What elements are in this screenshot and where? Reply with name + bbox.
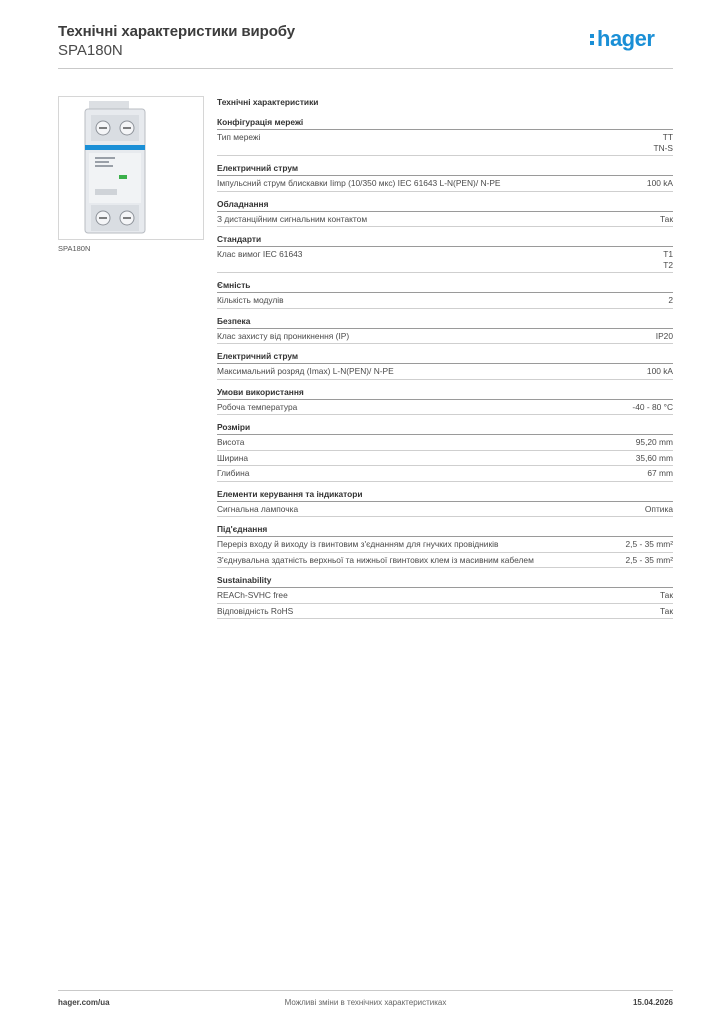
spec-row <box>217 176 673 192</box>
product-code: SPA180N <box>58 42 123 59</box>
spec-section-title: Елементи керування та індикатори <box>217 488 673 502</box>
spec-row <box>217 502 673 518</box>
spec-row <box>217 293 673 309</box>
spec-value <box>645 504 673 515</box>
spec-section <box>217 315 673 345</box>
spec-value <box>636 453 673 464</box>
footer-divider <box>58 990 673 991</box>
spec-value-line: Так <box>659 590 673 600</box>
spec-value-line: -40 - 80 °C <box>632 401 673 412</box>
specifications-heading: Технічні характеристики <box>217 97 319 107</box>
spec-row <box>217 466 673 482</box>
spec-value-line: 95,20 mm <box>635 437 673 447</box>
spec-value <box>626 539 673 550</box>
specification-sections <box>217 116 673 619</box>
spec-value <box>647 366 673 377</box>
spec-value <box>663 249 673 270</box>
spec-value <box>626 555 673 566</box>
spec-value-line: 100 kA <box>646 366 673 376</box>
spec-section <box>217 350 673 380</box>
specifications <box>217 96 673 625</box>
spec-section <box>217 523 673 568</box>
spec-section <box>217 162 673 192</box>
spec-label: Робоча температура <box>217 401 298 412</box>
spec-value-line: T1 <box>663 249 673 259</box>
spec-value-line: TT <box>662 132 673 142</box>
spec-section-title: Під'єднання <box>217 523 673 537</box>
spec-label: Клас вимог IEC 61643 <box>217 249 303 259</box>
spec-value-line: 2,5 - 35 mm² <box>625 539 673 549</box>
spec-section-title: Умови використання <box>217 386 673 400</box>
spec-row <box>217 588 673 604</box>
spec-row <box>217 247 673 273</box>
spec-label: Тип мережі <box>217 132 261 142</box>
spec-section <box>217 116 673 156</box>
spec-value-line: Так <box>659 605 673 616</box>
spec-value-line: Так <box>659 213 673 224</box>
spec-section <box>217 488 673 518</box>
spec-section-title: Sustainability <box>217 574 673 588</box>
spec-row <box>217 451 673 467</box>
spec-value-line: Оптика <box>644 503 673 514</box>
spec-label: Максимальний розряд (Imax) L-N(PEN)/ N-PE <box>217 366 394 376</box>
spec-label: REACh-SVHC free <box>217 590 288 600</box>
spec-section <box>217 233 673 273</box>
header-divider <box>58 68 673 69</box>
spec-row <box>217 537 673 553</box>
spec-row <box>217 329 673 345</box>
spec-label: Ширина <box>217 452 248 463</box>
spec-row <box>217 604 673 620</box>
spec-value <box>647 178 673 189</box>
spec-value-line: 2,5 - 35 mm² <box>625 554 673 565</box>
hager-logo <box>589 26 673 52</box>
spec-section <box>217 574 673 619</box>
spec-label: З'єднувальна здатність верхньої та нижньої гвинтових клем із масивним кабелем <box>217 554 534 565</box>
document-date: 15.04.2026 <box>632 998 673 1007</box>
spec-value <box>653 132 673 153</box>
website-link[interactable]: hager.com/ua <box>58 998 110 1007</box>
spec-value <box>668 295 673 306</box>
spec-value-line: IP20 <box>655 330 673 341</box>
spec-label: Кількість модулів <box>217 295 284 305</box>
spec-section-title: Безпека <box>217 315 673 329</box>
spec-label: Сигнальна лампочка <box>217 503 299 514</box>
spec-section-title: Електричний струм <box>217 162 673 176</box>
svg-text:hager: hager <box>597 26 655 51</box>
spec-label: Клас захисту від проникнення (IP) <box>217 330 350 341</box>
spec-value <box>660 590 673 601</box>
spec-value-line: TN-S <box>653 142 673 153</box>
spec-section <box>217 421 673 482</box>
spec-value <box>660 606 673 617</box>
spec-value <box>632 402 673 413</box>
spec-value-line: T2 <box>663 259 673 270</box>
product-image <box>58 96 204 240</box>
spec-label: Переріз входу й виходу із гвинтовим з'єднанням для гнучких провідників <box>217 539 499 549</box>
spec-section <box>217 198 673 228</box>
spec-label: Імпульсний струм блискавки Iimp (10/350 мкс) IEC 61643 L-N(PEN)/ N-PE <box>217 178 501 188</box>
spec-section-title: Ємність <box>217 279 673 293</box>
spec-value-line: 35,60 mm <box>635 452 673 463</box>
spec-value-line: 100 kA <box>646 178 673 188</box>
spec-value <box>656 331 673 342</box>
spec-value-line: 2 <box>668 295 673 305</box>
spec-row <box>217 130 673 156</box>
spec-section <box>217 279 673 309</box>
spec-value <box>660 214 673 225</box>
spec-label: Глибина <box>217 468 250 478</box>
spec-section-title: Електричний струм <box>217 350 673 364</box>
spec-row <box>217 364 673 380</box>
spec-value <box>636 437 673 448</box>
spec-value <box>647 468 673 479</box>
page-header <box>58 22 673 60</box>
spec-section-title: Конфігурація мережі <box>217 116 673 130</box>
change-notice: Можливі зміни в технічних характеристиках <box>284 998 447 1007</box>
spec-row <box>217 400 673 416</box>
spec-label: Відповідність RoHS <box>217 605 294 616</box>
spec-label: З дистанційним сигнальним контактом <box>217 213 368 224</box>
spec-row <box>217 435 673 451</box>
page-title: Технічні характеристики виробу <box>58 23 295 40</box>
spec-section-title: Обладнання <box>217 198 673 212</box>
spec-section-title: Розміри <box>217 421 673 435</box>
product-image-caption: SPA180N <box>58 244 91 253</box>
spec-value-line: 67 mm <box>647 468 673 478</box>
spec-label: Висота <box>217 437 245 447</box>
spec-row <box>217 553 673 569</box>
spec-section <box>217 386 673 416</box>
spec-section-title: Стандарти <box>217 233 673 247</box>
spec-row <box>217 212 673 228</box>
